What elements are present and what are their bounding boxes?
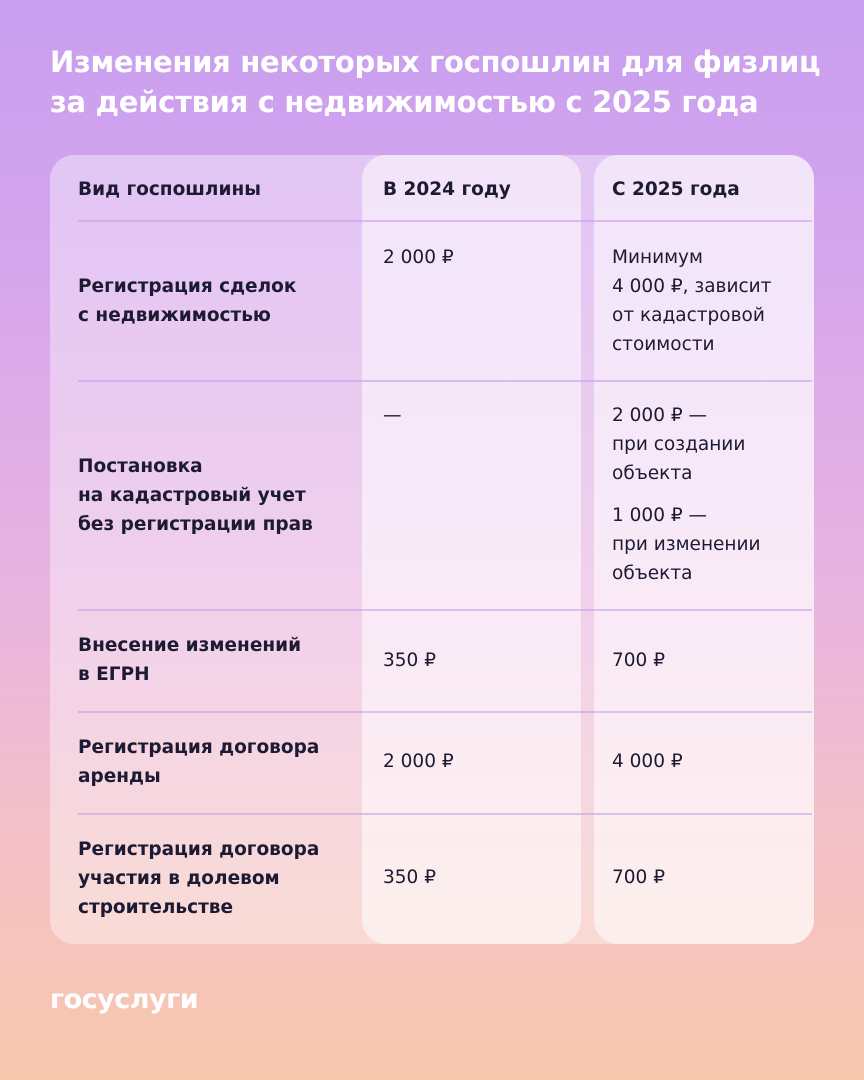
- header-2025: С 2025 года: [612, 179, 740, 200]
- row-divider: [78, 220, 812, 222]
- row-2-name: Постановка на кадастровый учет без регистрации прав: [78, 456, 313, 535]
- row-1-2025: Минимум 4 000 ₽, зависит от кадастровой стоимости: [612, 247, 772, 355]
- column-2024-card: [362, 155, 581, 944]
- row-5-2024: 350 ₽: [383, 867, 436, 888]
- row-3-2024: 350 ₽: [383, 650, 436, 671]
- row-5-2025: 700 ₽: [612, 867, 665, 888]
- row-1-2024: 2 000 ₽: [383, 247, 454, 268]
- gosuslugi-logo: госуслуги: [50, 984, 199, 1015]
- row-4-name: Регистрация договора аренды: [78, 737, 320, 787]
- header-fee-type: Вид госпошлины: [78, 179, 261, 200]
- row-3-name: Внесение изменений в ЕГРН: [78, 635, 302, 685]
- row-divider: [78, 380, 812, 382]
- row-3-2025: 700 ₽: [612, 650, 665, 671]
- row-2-2024: —: [383, 405, 402, 426]
- row-divider: [78, 711, 812, 713]
- row-2-2025-change: 1 000 ₽ — при изменении объекта: [612, 505, 761, 584]
- page-title: [50, 42, 830, 122]
- row-4-2024: 2 000 ₽: [383, 751, 454, 772]
- row-5-name: Регистрация договора участия в долевом строительстве: [78, 839, 320, 918]
- row-divider: [78, 813, 812, 815]
- row-4-2025: 4 000 ₽: [612, 751, 683, 772]
- title-line-1: Изменения некоторых госпошлин для физлиц: [50, 45, 821, 79]
- title-line-2: за действия с недвижимостью с 2025 года: [50, 85, 759, 119]
- header-2024: В 2024 году: [383, 179, 511, 200]
- row-1-name: Регистрация сделок с недвижимостью: [78, 276, 297, 326]
- row-divider: [78, 609, 812, 611]
- row-2-2025-create: 2 000 ₽ — при создании объекта: [612, 405, 746, 484]
